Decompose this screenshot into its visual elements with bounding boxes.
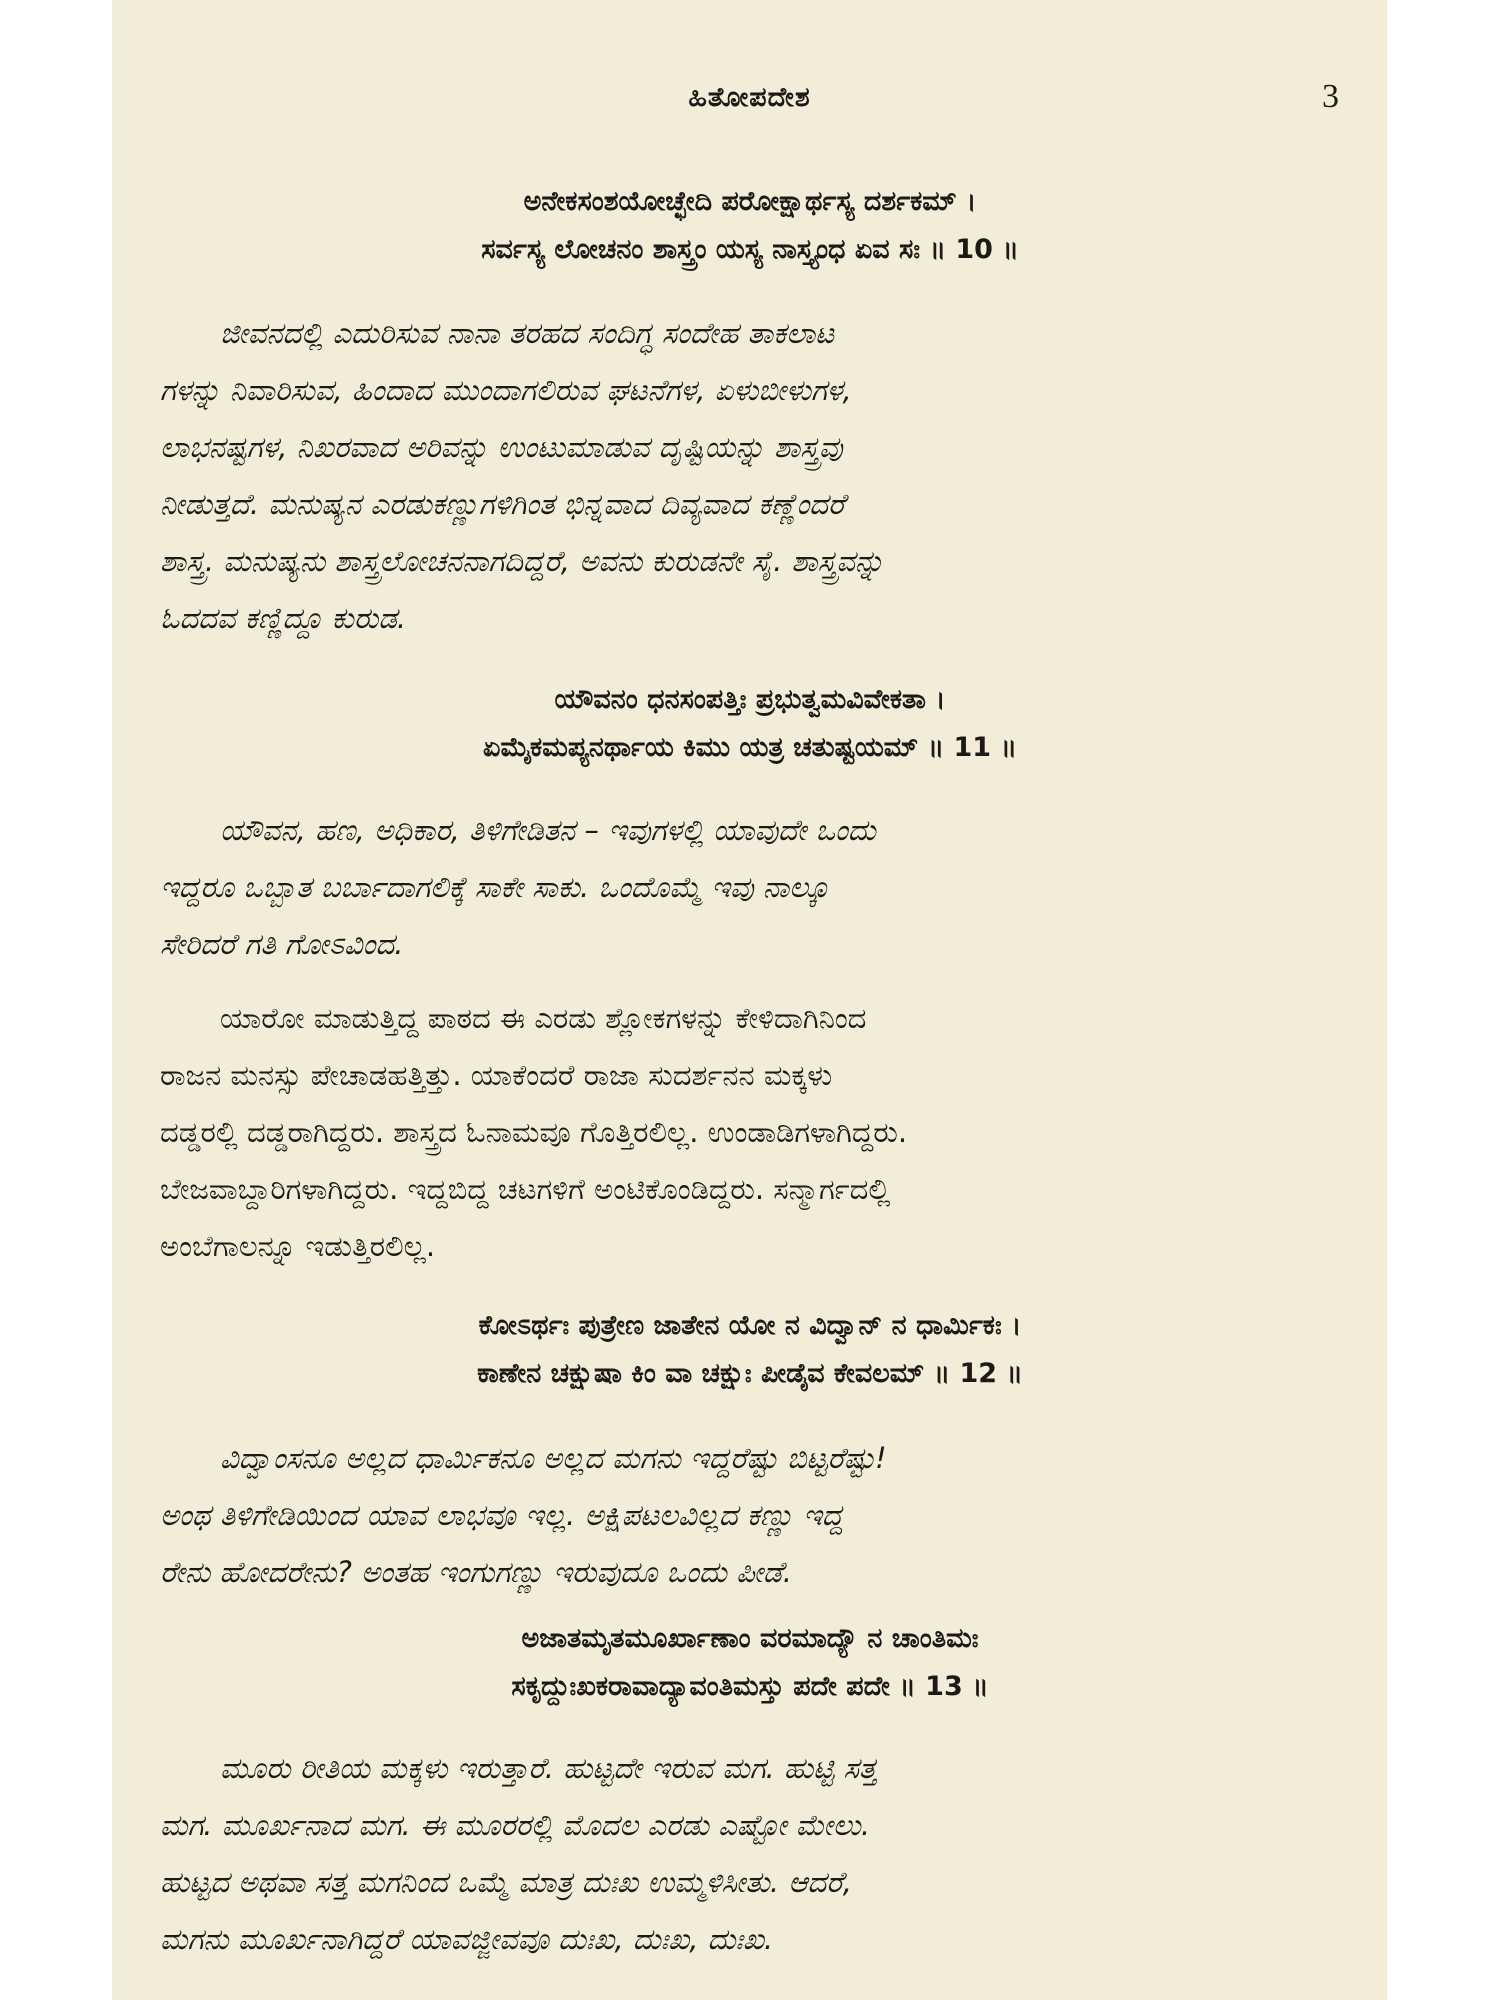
verse-line: ಯೌವನಂ ಧನಸಂಪತ್ತಿಃ ಪ್ರಭುತ್ವಮವಿವೇಕತಾ । — [554, 684, 946, 715]
verse-12 — [160, 1302, 1340, 1398]
paragraph-line: ಮೂರು ರೀತಿಯ ಮಕ್ಕಳು ಇರುತ್ತಾರೆ. ಹುಟ್ಟದೇ ಇರುವ ಮಗ. ಹುಟ್ಟಿ ಸತ್ತ — [220, 1751, 877, 1785]
paragraph-line: ಶಾಸ್ತ್ರ. ಮನುಷ್ಯನು ಶಾಸ್ತ್ರಲೋಚನನಾಗದಿದ್ದರೆ, ಅವನು ಕುರುಡನೇ ಸೈ. ಶಾಸ್ತ್ರವನ್ನು — [160, 544, 885, 578]
paragraph-line: ಗಳನ್ನು ನಿವಾರಿಸುವ, ಹಿಂದಾದ ಮುಂದಾಗಲಿರುವ ಘಟನೆಗಳ, ಏಳುಬೀಳುಗಳ, — [160, 373, 852, 407]
verse-10 — [160, 178, 1340, 274]
paragraph-line: ಯಾರೋ ಮಾಡುತ್ತಿದ್ದ ಪಾಠದ ಈ ಎರಡು ಶ್ಲೋಕಗಳನ್ನು ಕೇಳಿದಾಗಿನಿಂದ — [220, 1001, 867, 1035]
paragraph-line: ಹುಟ್ಟದ ಅಥವಾ ಸತ್ತ ಮಗನಿಂದ ಒಮ್ಮೆ ಮಾತ್ರ ದುಃಖ ಉಮ್ಮಳಿಸೀತು. ಆದರೆ, — [160, 1865, 852, 1899]
paragraph-line: ರೇನು ಹೋದರೇನು? ಅಂತಹ ಇಂಗುಗಣ್ಣು ಇರುವುದೂ ಒಂದು ಪೀಡೆ. — [160, 1555, 792, 1589]
paragraph-line: ವಿದ್ವಾಂಸನೂ ಅಲ್ಲದ ಧಾರ್ಮಿಕನೂ ಅಲ್ಲದ ಮಗನು ಇದ್ದರೆಷ್ಟು ಬಿಟ್ಟರೆಷ್ಟು! — [220, 1441, 887, 1475]
paragraph-line: ಅಂಥ ತಿಳಿಗೇಡಿಯಿಂದ ಯಾವ ಲಾಭವೂ ಇಲ್ಲ. ಅಕ್ಷಿಪಟಲವಿಲ್ಲದ ಕಣ್ಣು ಇದ್ದ — [160, 1498, 844, 1532]
running-head-title: ಹಿತೋಪದೇಶ — [688, 82, 811, 113]
verse-line: ಸರ್ವಸ್ಯ ಲೋಚನಂ ಶಾಸ್ತ್ರಂ ಯಸ್ಯ ನಾಸ್ತ್ಯಂಧ ಏವ ಸಃ ॥ 10 ॥ — [481, 234, 1019, 265]
paragraph-line: ಬೇಜವಾಬ್ದಾರಿಗಳಾಗಿದ್ದರು. ಇದ್ದಬಿದ್ದ ಚಟಗಳಿಗೆ ಅಂಟಿಕೊಂಡಿದ್ದರು. ಸನ್ಮಾರ್ಗದಲ್ಲಿ — [160, 1172, 891, 1206]
verse-11 — [160, 676, 1340, 772]
paragraph-line: ಇದ್ದರೂ ಒಬ್ಬಾತ ಬರ್ಬಾದಾಗಲಿಕ್ಕೆ ಸಾಕೇ ಸಾಕು. ಒಂದೊಮ್ಮೆ ಇವು ನಾಲ್ಕೂ — [160, 870, 830, 904]
paragraph-line: ಯೌವನ, ಹಣ, ಅಧಿಕಾರ, ತಿಳಿಗೇಡಿತನ – ಇವುಗಳಲ್ಲಿ ಯಾವುದೇ ಒಂದು — [220, 813, 876, 847]
verse-line: ಕೋಽರ್ಥಃ ಪುತ್ರೇಣ ಜಾತೇನ ಯೋ ನ ವಿದ್ವಾನ್ ನ ಧಾರ್ಮಿಕಃ । — [478, 1310, 1022, 1341]
paragraph-line: ಮಗನು ಮೂರ್ಖನಾಗಿದ್ದರೆ ಯಾವಜ್ಜೀವವೂ ದುಃಖ, ದುಃಖ, ದುಃಖ. — [160, 1922, 774, 1956]
page-number: 3 — [1322, 78, 1339, 115]
verse-line: ಏಮೈಕಮಪ್ಯನರ್ಥಾಯ ಕಿಮು ಯತ್ರ ಚತುಷ್ಟಯಮ್ ॥ 11 ॥ — [483, 732, 1017, 763]
paragraph-line: ಜೀವನದಲ್ಲಿ ಎದುರಿಸುವ ನಾನಾ ತರಹದ ಸಂದಿಗ್ಧ ಸಂದೇಹ ತಾಕಲಾಟ — [220, 316, 835, 350]
commentary-paragraph — [160, 802, 1340, 973]
commentary-paragraph — [160, 1740, 1340, 1968]
narrative-paragraph — [160, 990, 1340, 1275]
commentary-paragraph — [160, 305, 1340, 647]
verse-line: ಸಕೃದ್ದುಃಖಕರಾವಾದ್ಯಾವಂತಿಮಸ್ತು ಪದೇ ಪದೇ ॥ 13 ॥ — [511, 1671, 989, 1702]
verse-13 — [160, 1615, 1340, 1711]
paragraph-line: ಮಗ. ಮೂರ್ಖನಾದ ಮಗ. ಈ ಮೂರರಲ್ಲಿ ಮೊದಲ ಎರಡು ಎಷ್ಟೋ ಮೇಲು. — [160, 1808, 871, 1842]
paragraph-line: ಅಂಬೆಗಾಲನ್ನೂ ಇಡುತ್ತಿರಲಿಲ್ಲ. — [160, 1229, 436, 1263]
paragraph-line: ಸೇರಿದರೆ ಗತಿ ಗೋಽವಿಂದ. — [160, 927, 404, 961]
commentary-paragraph — [160, 1430, 1340, 1601]
book-page — [112, 0, 1387, 2000]
paragraph-line: ಲಾಭನಷ್ಟಗಳ, ನಿಖರವಾದ ಅರಿವನ್ನು ಉಂಟುಮಾಡುವ ದೃಷ್ಟಿಯನ್ನು ಶಾಸ್ತ್ರವು — [160, 430, 843, 464]
paragraph-line: ನೀಡುತ್ತದೆ. ಮನುಷ್ಯನ ಎರಡುಕಣ್ಣುಗಳಿಗಿಂತ ಭಿನ್ನವಾದ ದಿವ್ಯವಾದ ಕಣ್ಣೆಂದರೆ — [160, 487, 845, 521]
verse-line: ಅನೇಕಸಂಶಯೋಚ್ಛೇದಿ ಪರೋಕ್ಷಾರ್ಥಸ್ಯ ದರ್ಶಕಮ್ । — [523, 186, 977, 217]
verse-line: ಕಾಣೇನ ಚಕ್ಷುಷಾ ಕಿಂ ವಾ ಚಕ್ಷುಃ ಪೀಡೈವ ಕೇವಲಮ್ ॥ 12 ॥ — [477, 1358, 1023, 1389]
verse-line: ಅಜಾತಮೃತಮೂರ್ಖಾಣಾಂ ವರಮಾದ್ಯೌ ನ ಚಾಂತಿಮಃ — [521, 1623, 979, 1654]
paragraph-line: ದಡ್ಡರಲ್ಲಿ ದಡ್ಡರಾಗಿದ್ದರು. ಶಾಸ್ತ್ರದ ಓನಾಮವೂ ಗೊತ್ತಿರಲಿಲ್ಲ. ಉಂಡಾಡಿಗಳಾಗಿದ್ದರು. — [160, 1115, 908, 1149]
paragraph-line: ಓದದವ ಕಣ್ಣಿದ್ದೂ ಕುರುಡ. — [160, 601, 407, 635]
paragraph-line: ರಾಜನ ಮನಸ್ಸು ಪೇಚಾಡಹತ್ತಿತ್ತು. ಯಾಕೆಂದರೆ ರಾಜಾ ಸುದರ್ಶನನ ಮಕ್ಕಳು — [160, 1058, 833, 1092]
